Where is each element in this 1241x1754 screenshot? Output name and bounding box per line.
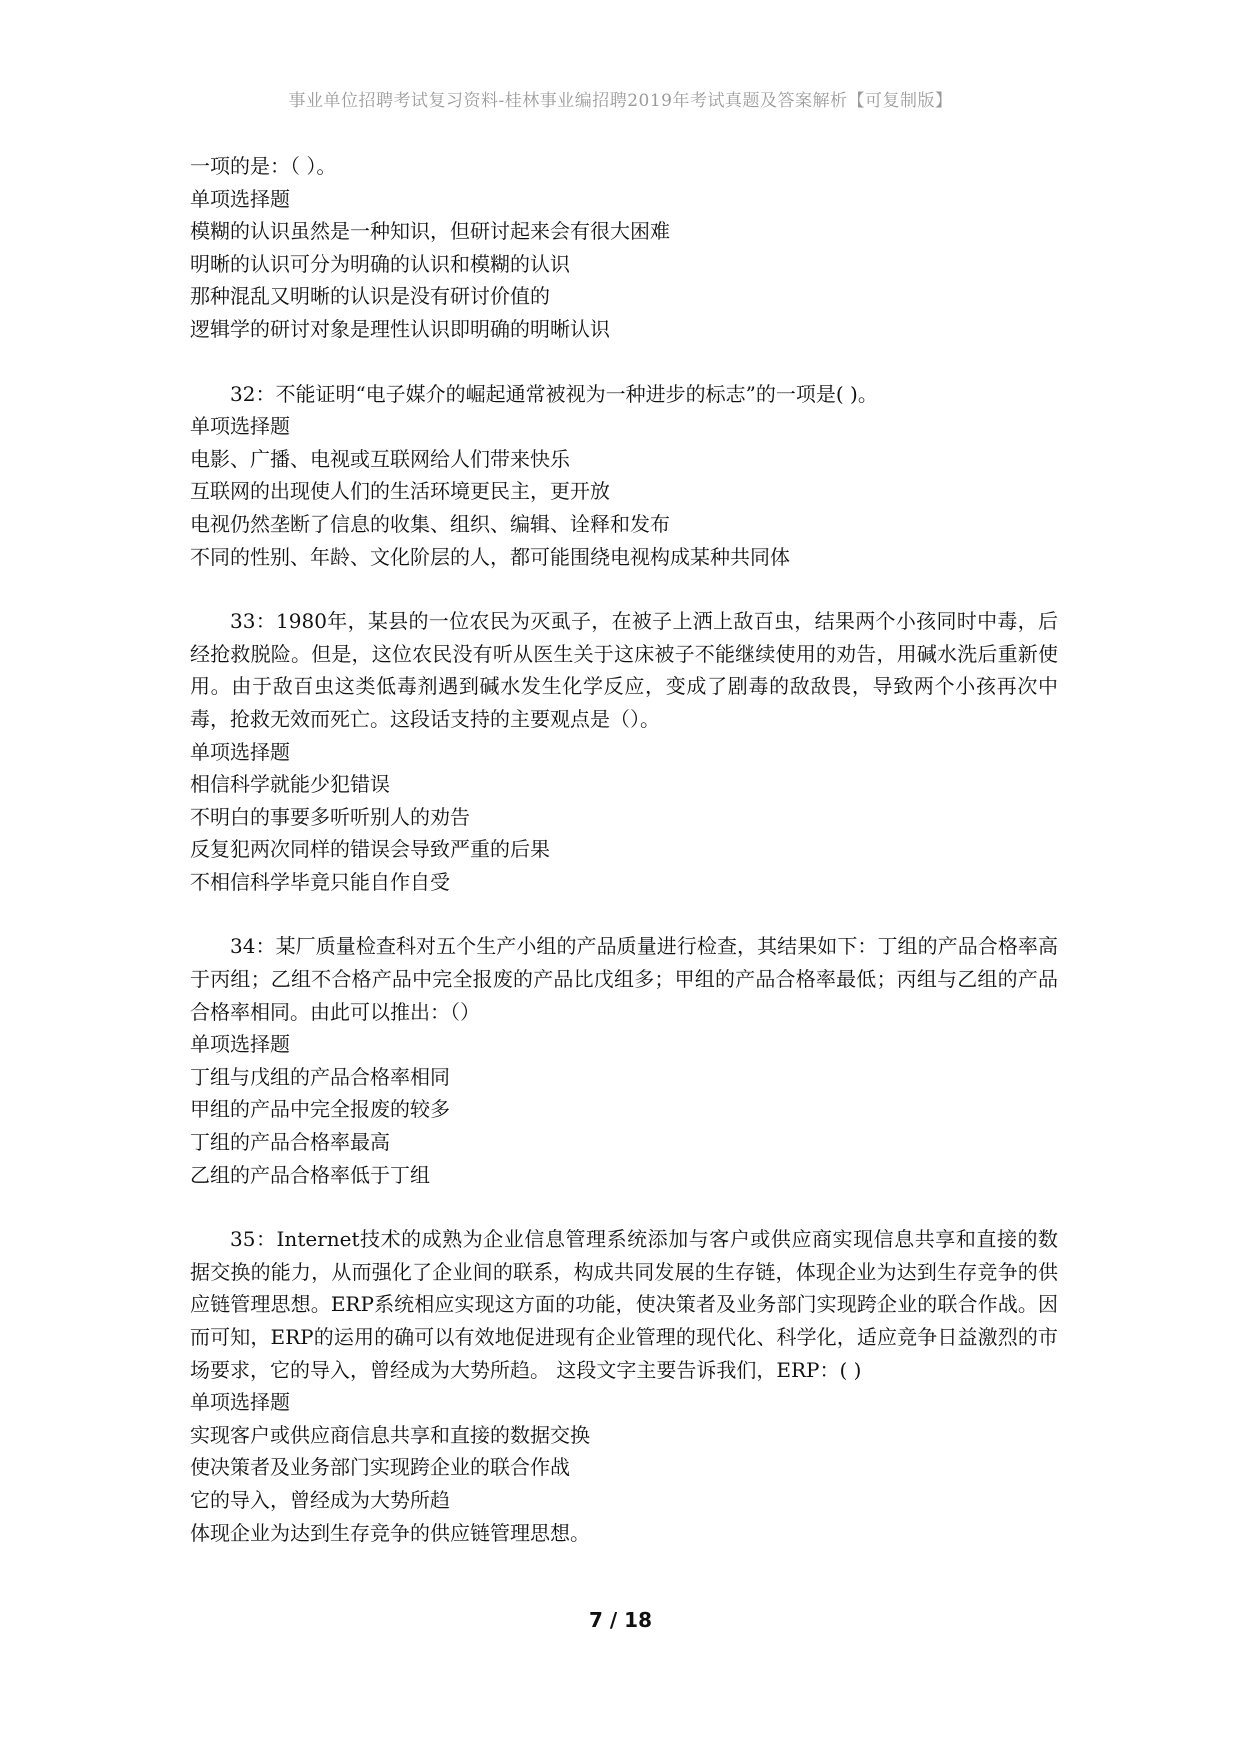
option: 乙组的产品合格率低于丁组 [190,1162,430,1187]
option: 不同的性别、年龄、文化阶层的人，都可能围绕电视构成某种共同体 [190,544,790,569]
question-type: 单项选择题 [190,414,290,439]
option: 甲组的产品中完全报废的较多 [190,1097,450,1122]
option: 那种混乱又明晰的认识是没有研讨价值的 [190,284,550,309]
question-32 [190,378,1058,574]
question-31-continued [190,150,1058,346]
question-type: 单项选择题 [190,1390,290,1415]
question-text: 一项的是：（ ）。 [190,154,337,178]
option: 相信科学就能少犯错误 [190,772,390,797]
option: 模糊的认识虽然是一种知识，但研讨起来会有很大困难 [190,219,670,244]
question-text: 33：1980年，某县的一位农民为灭虱子，在被子上洒上敌百虫，结果两个小孩同时中毒，后经抢救脱险。但是，这位农民没有听从医生关于这床被子不能继续使用的劝告，用碱水洗后重新使用。由于敌百虫这类低毒剂遇到碱水发生化学反应，变成了剧毒的敌敌畏，导致两个小孩再次中毒，抢救无效而死亡。这段话支持的主要观点是（）。 [190,609,1058,731]
question-type: 单项选择题 [190,1032,290,1057]
question-text: 34：某厂质量检查科对五个生产小组的产品质量进行检查，其结果如下：丁组的产品合格率高于丙组；乙组不合格产品中完全报废的产品比戊组多；甲组的产品合格率最低；丙组与乙组的产品合格率相同。由此可以推出：（） [190,934,1058,1024]
option: 它的导入，曾经成为大势所趋 [190,1487,450,1512]
option: 体现企业为达到生存竞争的供应链管理思想。 [190,1520,590,1545]
question-text: 35：Internet技术的成熟为企业信息管理系统添加与客户或供应商实现信息共享和直接的数据交换的能力，从而强化了企业间的联系，构成共同发展的生存链，体现企业为达到生存竞争的供应链管理思想。ERP系统相应实现这方面的功能，使决策者及业务部门实现跨企业的联合作战。因而可知，ERP的运用的确可以有效地促进现有企业管理的现代化、科学化，适应竞争日益激烈的市场要求，它的导入，曾经成为大势所趋。 这段文字主要告诉我们，ERP：( ) [190,1227,1058,1382]
document-body [190,150,1058,1549]
question-33 [190,605,1058,898]
option: 不相信科学毕竟只能自作自受 [190,869,450,894]
option: 实现客户或供应商信息共享和直接的数据交换 [190,1422,590,1447]
option: 互联网的出现使人们的生活环境更民主，更开放 [190,479,610,504]
question-34 [190,930,1058,1191]
option: 使决策者及业务部门实现跨企业的联合作战 [190,1455,570,1480]
page-number: 7 / 18 [589,1608,652,1632]
option: 丁组的产品合格率最高 [190,1130,390,1155]
option: 逻辑学的研讨对象是理性认识即明确的明晰认识 [190,316,610,341]
question-type: 单项选择题 [190,739,290,764]
option: 丁组与戊组的产品合格率相同 [190,1064,450,1089]
option: 反复犯两次同样的错误会导致严重的后果 [190,837,550,862]
option: 不明白的事要多听听别人的劝告 [190,804,470,829]
question-35 [190,1223,1058,1549]
page-header: 事业单位招聘考试复习资料-桂林事业编招聘2019年考试真题及答案解析【可复制版】 [288,91,953,111]
question-type: 单项选择题 [190,186,290,211]
option: 电影、广播、电视或互联网给人们带来快乐 [190,446,570,471]
option: 电视仍然垄断了信息的收集、组织、编辑、诠释和发布 [190,511,670,536]
question-text: 32：不能证明“电子媒介的崛起通常被视为一种进步的标志”的一项是( )。 [230,381,878,406]
option: 明晰的认识可分为明确的认识和模糊的认识 [190,251,570,276]
